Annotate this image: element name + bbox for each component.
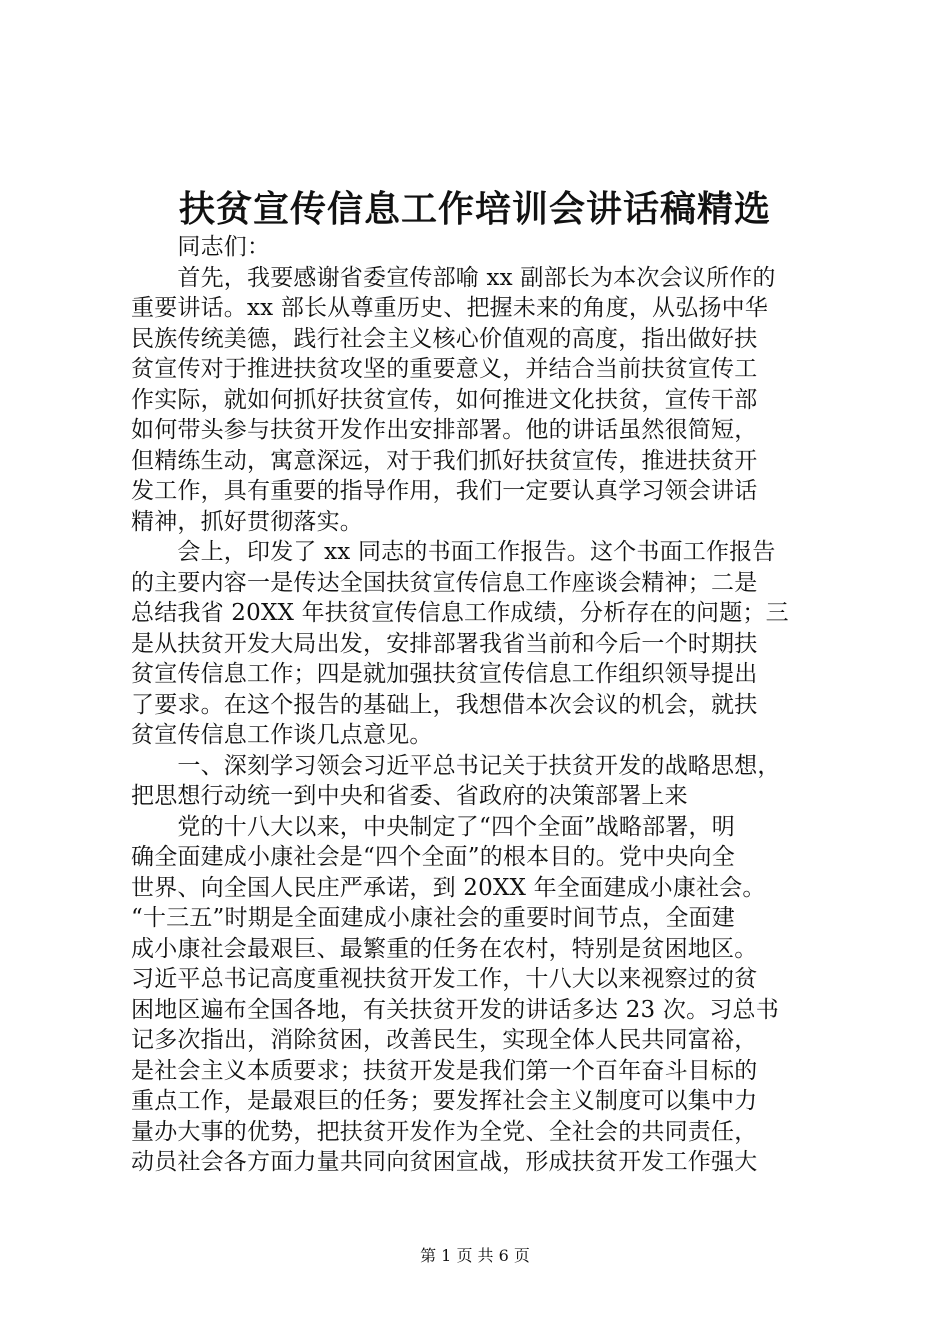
- body-line: “十三五”时期是全面建成小康社会的重要时间节点，全面建: [131, 905, 735, 931]
- body-line: 贫宣传信息工作；四是就加强扶贫宣传信息工作组织领导提出: [131, 661, 758, 687]
- body-line: 贫宣传信息工作谈几点意见。: [131, 722, 433, 748]
- body-line: 成小康社会最艰巨、最繁重的任务在农村，特别是贫困地区。: [131, 935, 758, 962]
- body-line: 贫宣传对于推进扶贫攻坚的重要意义，并结合当前扶贫宣传工: [131, 356, 758, 382]
- body-line: 如何带头参与扶贫开发作出安排部署。他的讲话虽然很简短，: [131, 417, 758, 443]
- body-line: 是从扶贫开发大局出发，安排部署我省当前和今后一个时期扶: [131, 630, 758, 657]
- body-line: 重点工作，是最艰巨的任务；要发挥社会主义制度可以集中力: [131, 1088, 758, 1114]
- body-line: 党的十八大以来，中央制定了“四个全面”战略部署，明: [131, 813, 735, 840]
- body-line: 了要求。在这个报告的基础上，我想借本次会议的机会，就扶: [131, 691, 758, 718]
- body-line: 确全面建成小康社会是“四个全面”的根本目的。党中央向全: [131, 844, 735, 870]
- page-footer: 第 1 页 共 6 页: [420, 1246, 530, 1265]
- body-line: 总结我省 20XX 年扶贫宣传信息工作成绩，分析存在的问题；三: [131, 600, 789, 626]
- body-line: 首先，我要感谢省委宣传部喻 xx 副部长为本次会议所作的: [131, 264, 776, 291]
- body-line: 量办大事的优势，把扶贫开发作为全党、全社会的共同责任，: [131, 1118, 758, 1145]
- body-line: 困地区遍布全国各地，有关扶贫开发的讲话多达 23 次。习总书: [131, 996, 779, 1023]
- body-line: 发工作，具有重要的指导作用，我们一定要认真学习领会讲话: [131, 478, 758, 504]
- body-line: 会上，印发了 xx 同志的书面工作报告。这个书面工作报告: [131, 539, 776, 565]
- body-line: 同志们：: [131, 234, 271, 260]
- body-line: 是社会主义本质要求；扶贫开发是我们第一个百年奋斗目标的: [131, 1057, 758, 1084]
- document-body: [131, 232, 831, 1178]
- body-line: 世界、向全国人民庄严承诺，到 20XX 年全面建成小康社会。: [131, 874, 766, 901]
- body-line: 民族传统美德，践行社会主义核心价值观的高度，指出做好扶: [131, 325, 758, 352]
- body-line: 习近平总书记高度重视扶贫开发工作，十八大以来视察过的贫: [131, 966, 758, 992]
- body-line: 把思想行动统一到中央和省委、省政府的决策部署上来: [131, 783, 688, 809]
- page-title: 扶贫宣传信息工作培训会讲话稿精选: [178, 188, 771, 230]
- body-line: 精神，抓好贯彻落实。: [131, 508, 363, 535]
- body-line: 一、深刻学习领会习近平总书记关于扶贫开发的战略思想，: [131, 752, 781, 779]
- body-line: 记多次指出，消除贫困，改善民生，实现全体人民共同富裕，: [131, 1027, 758, 1053]
- body-line: 动员社会各方面力量共同向贫困宣战，形成扶贫开发工作强大: [131, 1149, 758, 1175]
- body-line: 但精练生动，寓意深远，对于我们抓好扶贫宣传，推进扶贫开: [131, 447, 758, 474]
- body-line: 重要讲话。xx 部长从尊重历史、把握未来的角度，从弘扬中华: [131, 295, 769, 321]
- body-line: 作实际，就如何抓好扶贫宣传，如何推进文化扶贫，宣传干部: [131, 386, 758, 413]
- body-line: 的主要内容一是传达全国扶贫宣传信息工作座谈会精神；二是: [131, 569, 758, 596]
